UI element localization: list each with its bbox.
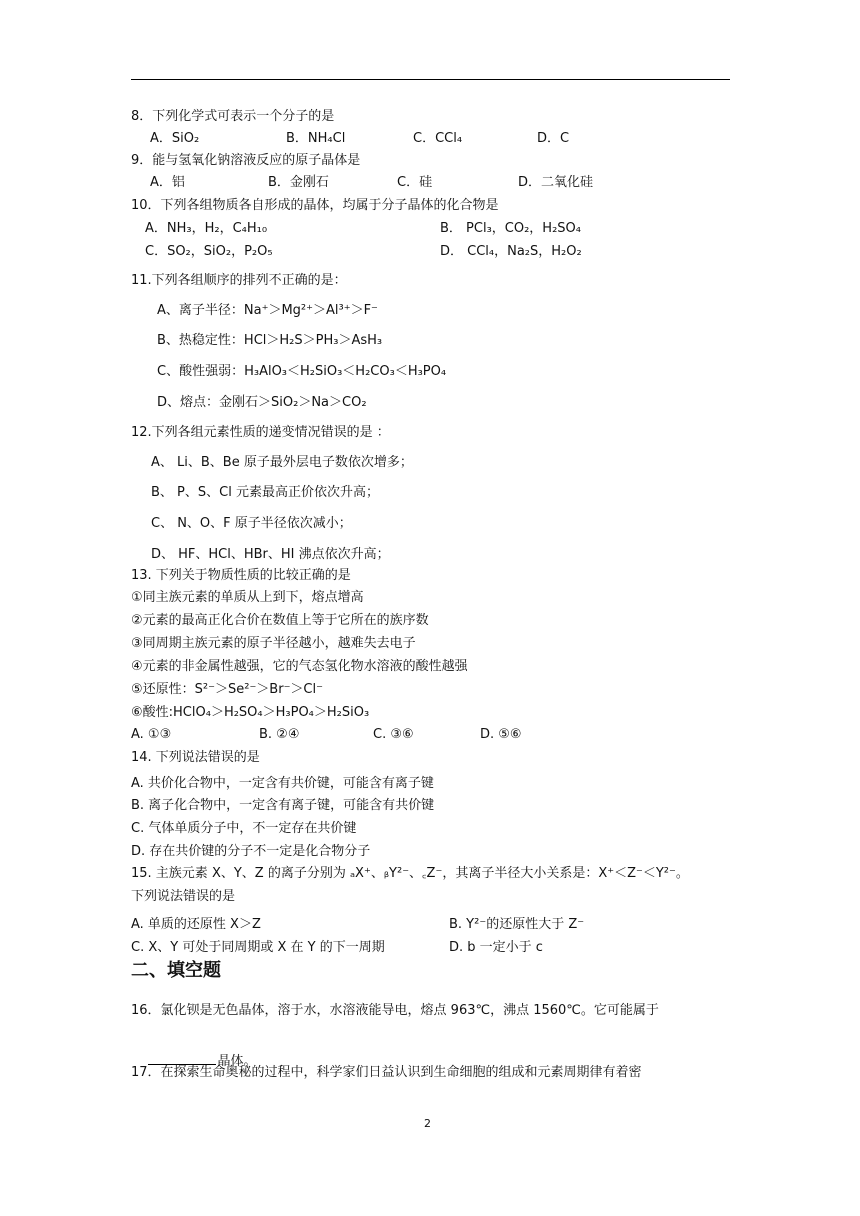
q15-stem: 15. 主族元素 X、Y、Z 的离子分别为 ₐX⁺、ᵦY²⁻、꜀Z⁻，其离子半径大小关系是：X⁺＜Z⁻＜Y²⁻。 <box>131 866 689 881</box>
q9-option-c: C．硅 <box>397 175 433 190</box>
q15-option-b: B. Y²⁻的还原性大于 Z⁻ <box>449 917 585 932</box>
q12-option-d: D、 HF、HCl、HBr、HI 沸点依次升高； <box>151 547 390 562</box>
q14-stem: 14. 下列说法错误的是 <box>131 750 260 765</box>
q17-stem: 17．在探索生命奥秘的过程中，科学家们日益认识到生命细胞的组成和元素周期律有着密 <box>131 1065 642 1080</box>
q13-stem: 13. 下列关于物质性质的比较正确的是 <box>131 568 351 583</box>
q13-option-b: B. ②④ <box>259 727 300 742</box>
q11-option-a: A、离子半径：Na⁺＞Mg²⁺＞Al³⁺＞F⁻ <box>157 303 378 318</box>
q11-option-c: C、酸性强弱：H₃AlO₃＜H₂SiO₃＜H₂CO₃＜H₃PO₄ <box>157 364 447 379</box>
q14-option-d: D. 存在共价键的分子不一定是化合物分子 <box>131 844 371 859</box>
q13-option-a: A. ①③ <box>131 727 172 742</box>
q11-option-b: B、热稳定性：HCl＞H₂S＞PH₃＞AsH₃ <box>157 333 383 348</box>
page-number: 2 <box>424 1117 431 1130</box>
q12-stem: 12.下列各组元素性质的递变情况错误的是 ： <box>131 425 390 440</box>
q15-stem-continued: 下列说法错误的是 <box>131 889 236 904</box>
q13-option-c: C. ③⑥ <box>373 727 414 742</box>
q15-option-a: A. 单质的还原性 X＞Z <box>131 917 261 932</box>
q9-option-b: B．金刚石 <box>268 175 329 190</box>
q12-option-a: A、 Li、B、Be 原子最外层电子数依次增多； <box>151 455 413 470</box>
q12-option-b: B、 P、S、Cl 元素最高正价依次升高； <box>151 485 379 500</box>
q16-stem: 16．氯化钡是无色晶体，溶于水，水溶液能导电，熔点 963℃，沸点 1560℃。它可能属于 <box>131 1003 659 1018</box>
section-heading: 二、填空题 <box>131 960 221 981</box>
q8-option-a: A．SiO₂ <box>150 131 200 146</box>
q13-statement-3: ③同周期主族元素的原子半径越小，越难失去电子 <box>131 636 416 651</box>
q10-option-b: B． PCl₃，CO₂，H₂SO₄ <box>440 221 581 236</box>
q10-stem: 10．下列各组物质各自形成的晶体，均属于分子晶体的化合物是 <box>131 198 499 213</box>
q9-option-d: D．二氧化硅 <box>518 175 594 190</box>
q13-statement-6: ⑥酸性:HClO₄＞H₂SO₄＞H₃PO₄＞H₂SiO₃ <box>131 705 370 720</box>
q14-option-c: C. 气体单质分子中，不一定存在共价键 <box>131 821 357 836</box>
q15-option-c: C. X、Y 可处于同周期或 X 在 Y 的下一周期 <box>131 940 385 955</box>
q10-option-a: A．NH₃，H₂，C₄H₁₀ <box>145 221 268 236</box>
q9-stem: 9．能与氢氧化钠溶液反应的原子晶体是 <box>131 153 361 168</box>
q8-option-c: C．CCl₄ <box>413 131 463 146</box>
q13-statement-1: ①同主族元素的单质从上到下，熔点增高 <box>131 590 364 605</box>
q16-answer-suffix: 晶体。 <box>217 1054 257 1069</box>
q10-option-c: C．SO₂，SiO₂，P₂O₅ <box>145 244 273 259</box>
q13-statement-4: ④元素的非金属性越强，它的气态氢化物水溶液的酸性越强 <box>131 659 468 674</box>
q8-stem: 8．下列化学式可表示一个分子的是 <box>131 109 335 124</box>
q11-option-d: D、熔点：金刚石＞SiO₂＞Na＞CO₂ <box>157 395 367 410</box>
q13-statement-2: ②元素的最高正化合价在数值上等于它所在的族序数 <box>131 613 429 628</box>
q11-stem: 11.下列各组顺序的排列不正确的是： <box>131 273 347 288</box>
q8-option-b: B．NH₄Cl <box>286 131 346 146</box>
q13-statement-5: ⑤还原性：S²⁻＞Se²⁻＞Br⁻＞Cl⁻ <box>131 682 323 697</box>
q13-option-d: D. ⑤⑥ <box>480 727 522 742</box>
q10-option-d: D． CCl₄，Na₂S，H₂O₂ <box>440 244 582 259</box>
q14-option-a: A. 共价化合物中，一定含有共价键，可能含有离子键 <box>131 776 434 791</box>
q12-option-c: C、 N、O、F 原子半径依次减小； <box>151 516 352 531</box>
q15-option-d: D. b 一定小于 c <box>449 940 543 955</box>
q14-option-b: B. 离子化合物中，一定含有离子键，可能含有共价键 <box>131 798 435 813</box>
q8-option-d: D．C <box>537 131 570 146</box>
header-rule <box>131 79 730 80</box>
answer-blank[interactable] <box>148 1052 216 1065</box>
q9-option-a: A．铝 <box>150 175 185 190</box>
